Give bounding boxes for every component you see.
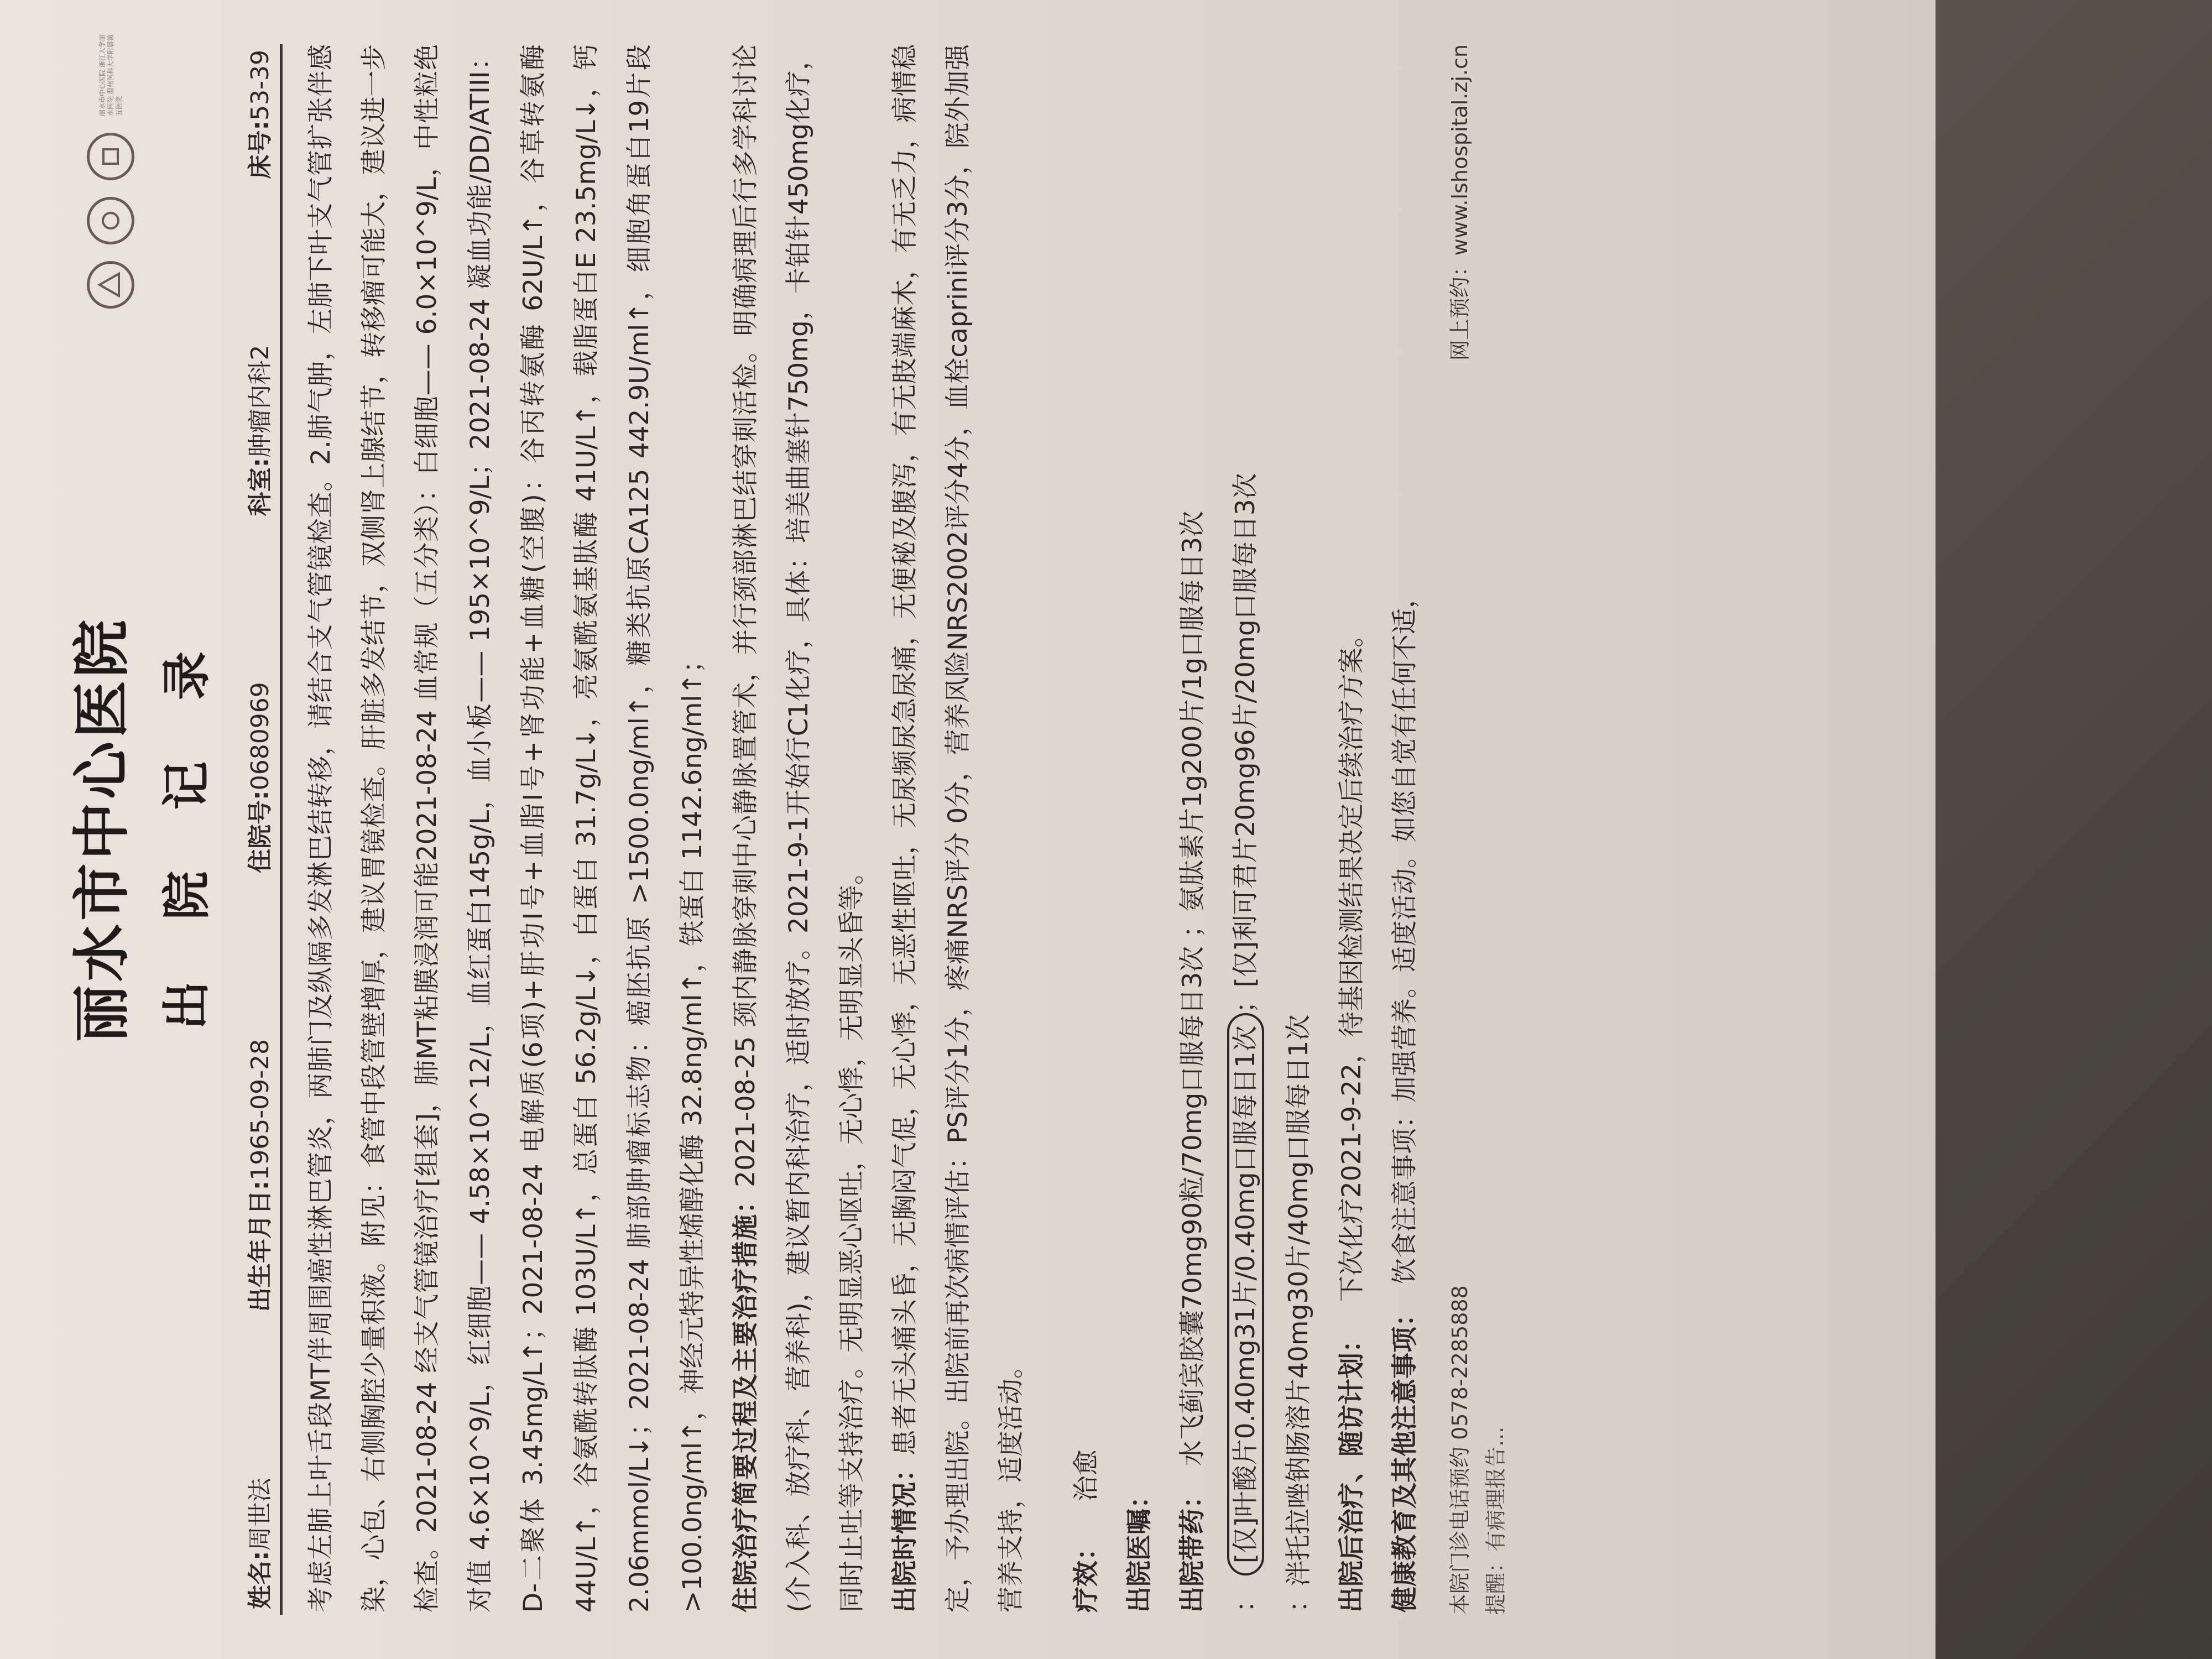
result-paragraph <box>1060 44 1113 1613</box>
exam-results-paragraph: 考虑左肺上叶舌段MT伴周围癌性淋巴管炎，两肺门及纵隔多发淋巴结转移，请结合支气管镜检查。2.肺气肿，左肺下叶支气管扩张伴感染，心包、右侧胸腔少量积液。附见：食管中段管壁增厚，建议胃镜检查。肝脏多发结节，双侧肾上腺结节，转移瘤可能大，建议进一步检查。2021-08-24 经支气管镜治疗[组套]，肺MT粘膜浸润可能2021-08-24 血常规（五分类）：白细胞—— 6.0×10^9/L，中性粒绝对值 4.6×10^9/L，红细胞—— 4.58×10^12/L，血红蛋白145g/L，血小板—— 195×10^9/L；2021-08-24 凝血功能/DD/ATIII：D-二聚体 3.45mg/L↑；2021-08-24 电解质(6项)+肝功Ⅰ号+血脂Ⅰ号+肾功能+血糖(空腹)：谷丙转氨酶 62U/L↑，谷草转氨酶 44U/L↑，谷氨酰转肽酶 103U/L↑，总蛋白 56.2g/L↓，白蛋白 31.7g/L↓，亮氨酰氨基肽酶 41U/L↑，载脂蛋白E 23.5mg/L↓，钙 2.06mmol/L↓；2021-08-24 肺部肿瘤标志物：癌胚抗原 >1500.0ng/ml↑，糖类抗原CA125 442.9U/ml↑，细胞角蛋白19片段 >100.0ng/ml↑，神经元特异性烯醇化酶 32.8ng/ml↑，铁蛋白 1142.6ng/ml↑； <box>306 44 708 1613</box>
medication-line-1 <box>1166 44 1219 1613</box>
followup-label: 出院后治疗、随访计划： <box>1337 1327 1367 1613</box>
medication-line-2-rest: ；[仅]利可君片20mg96片/20mg口服每日3次 <box>1230 473 1261 1014</box>
patient-dob: 出生年月日:1965-09-28 <box>246 1039 274 1312</box>
education-label: 健康教育及其他注意事项： <box>1390 1301 1420 1613</box>
hospital-name: 丽水市中心医院 <box>68 617 135 1043</box>
discharge-condition-label: 出院时情况： <box>890 1455 920 1613</box>
result-text: 治愈 <box>1071 1449 1102 1502</box>
discharge-orders-label: 出院医嘱： <box>1124 1483 1155 1613</box>
education-paragraph <box>1379 44 1432 1613</box>
treatment-paragraph <box>719 44 879 1613</box>
footer-phone: 本院门诊电话预约 0578-2285888 <box>1448 1285 1472 1615</box>
followup-text: 下次化疗2021-9-22，待基因检测结果决定后续治疗方案。 <box>1337 621 1367 1302</box>
treatment-label: 住院治疗简要过程及主要治疗措施： <box>731 1187 761 1613</box>
followup-paragraph <box>1326 44 1379 1613</box>
footer-web: 网上预约：www.lshospital.zj.cn <box>1448 44 1472 361</box>
department: 科室:肿瘤内科2 <box>246 345 274 517</box>
medication-line-3: ：泮托拉唑钠肠溶片40mg30片/40mg口服每日1次 <box>1284 1014 1314 1613</box>
footer <box>1443 44 1473 1615</box>
medication-line-1-text: 水飞蓟宾胶囊70mg90粒/70mg口服每日3次 ；氨肽素片1g200片/1g口服每日3次 <box>1177 510 1208 1467</box>
result-label: 疗效： <box>1071 1535 1102 1613</box>
circled-folic-acid-entry: [仅]叶酸片0.40mg31片/0.40mg口服每日1次 <box>1227 1013 1264 1575</box>
treatment-text: 2021-08-25 颈内静脉穿刺中心静脉置管术，并行颈部淋巴结穿刺活检。明确病理后行多学科讨论(介入科、放疗科、营养科)，建议暂内科治疗，适时放疗。2021-9-1开始行C1化疗，具体：培美曲塞针750mg，卡铂针450mg化疗，同时止吐等支持治疗。无明显恶心呕吐，无心悸，无明显头昏等。 <box>731 44 867 1613</box>
logo-caption: 丽水市中心医院 浙江大学丽水医院 温州医科大学附属第五医院 <box>98 34 123 116</box>
discharge-condition-text: 患者无头痛头昏，无胸闷气促，无心悸，无恶性呕吐，无尿频尿急尿痛，无便秘及腹泻，有无肢端麻木，有无乏力，病情稳定，予办理出院。出院前再次病情评估：PS评分1分，疼痛NRS评分 0分，营养风险NRS2002评分4分，血栓caprini评分3分，院外加强营养支持，适度活动。 <box>890 44 1026 1613</box>
admission-number: 住院号:0680969 <box>246 682 274 873</box>
footer-partial: 提醒：有病理报告... <box>1484 1426 1508 1615</box>
bed-number: 床号:53-39 <box>246 50 274 179</box>
patient-info-row <box>240 44 283 1615</box>
medication-line-2: ： [仅]叶酸片0.40mg31片/0.40mg口服每日1次；[仅]利可君片20mg96片/20mg口服每日3次 <box>1219 44 1272 1613</box>
medication-label: 出院带药： <box>1177 1483 1208 1613</box>
patient-name: 姓名:周世法 <box>246 1478 274 1609</box>
discharge-condition-paragraph <box>879 44 1038 1613</box>
record-body <box>295 44 1432 1615</box>
education-text: 饮食注意事项：加强营养。适度活动。如您自觉有任何不适， <box>1390 582 1420 1285</box>
record-title: 出 院 记 录 <box>158 629 215 1030</box>
